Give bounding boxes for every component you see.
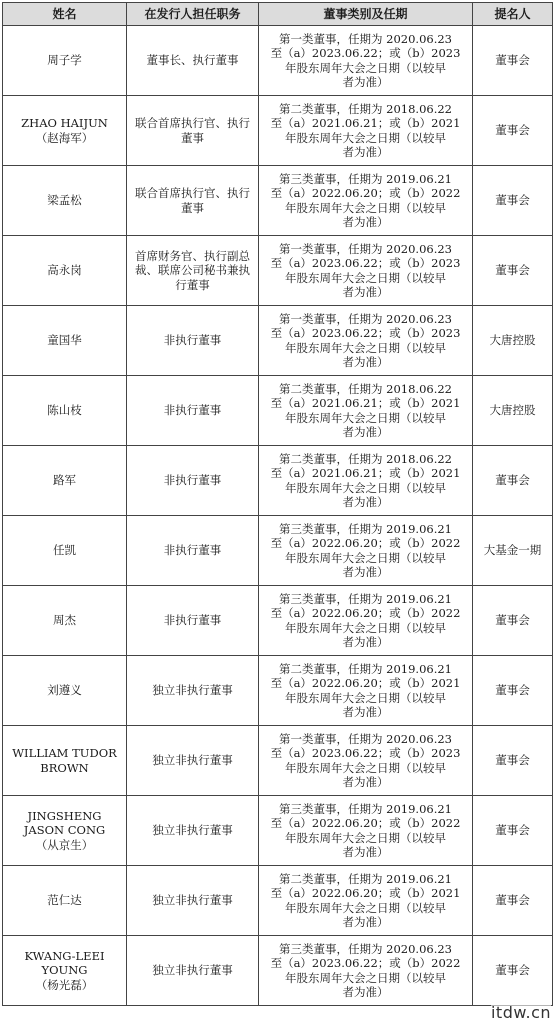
header-name: 姓名 <box>3 3 127 26</box>
term-line: 年股东周年大会之日期（以较早 <box>285 340 446 355</box>
cell-nominator: 董事会 <box>473 936 553 1006</box>
term-line: 第二类董事，任期为 2019.06.21 <box>279 871 452 886</box>
term-line: 第二类董事，任期为 2018.06.22 <box>279 451 452 466</box>
table-row <box>3 166 553 236</box>
term-line: 第三类董事，任期为 2020.06.23 <box>279 941 452 956</box>
term-line: 者为准） <box>342 845 389 859</box>
cell-name <box>3 656 127 726</box>
name-line: YOUNG <box>41 963 88 978</box>
cell-term <box>259 306 473 376</box>
cell-term <box>259 236 473 306</box>
table-row <box>3 726 553 796</box>
name-line: 周杰 <box>53 613 76 628</box>
term-line: 年股东周年大会之日期（以较早 <box>285 830 446 845</box>
term-line: 第三类董事，任期为 2019.06.21 <box>279 801 452 816</box>
cell-nominator: 董事会 <box>473 96 553 166</box>
term-line: 第二类董事，任期为 2019.06.21 <box>279 661 452 676</box>
cell-nominator: 董事会 <box>473 446 553 516</box>
cell-term <box>259 726 473 796</box>
header-term: 董事类别及任期 <box>259 3 473 26</box>
name-line: WILLIAM TUDOR <box>12 746 117 760</box>
cell-name <box>3 866 127 936</box>
cell-term <box>259 796 473 866</box>
term-line: 至（a）2021.06.21；或（b）2021 <box>270 396 461 410</box>
term-line: 者为准） <box>342 565 389 579</box>
cell-name <box>3 586 127 656</box>
term-line: 至（a）2023.06.22；或（b）2023 <box>270 256 461 270</box>
name-line: ZHAO HAIJUN <box>21 116 108 130</box>
cell-name <box>3 516 127 586</box>
cell-position: 非执行董事 <box>127 446 259 516</box>
cell-position: 联合首席执行官、执行董事 <box>127 96 259 166</box>
cell-position: 独立非执行董事 <box>127 796 259 866</box>
term-line: 者为准） <box>342 285 389 299</box>
term-line: 第二类董事，任期为 2018.06.22 <box>279 101 452 116</box>
cell-nominator: 大唐控股 <box>473 376 553 446</box>
term-line: 至（a）2022.06.20；或（b）2022 <box>270 816 461 830</box>
cell-nominator: 大基金一期 <box>473 516 553 586</box>
term-line: 至（a）2023.06.22；或（b）2023 <box>270 46 461 60</box>
name-line: 梁孟松 <box>47 193 82 208</box>
cell-term <box>259 96 473 166</box>
table-row <box>3 96 553 166</box>
term-line: 第一类董事，任期为 2020.06.23 <box>279 311 452 326</box>
cell-term <box>259 866 473 936</box>
term-line: 至（a）2022.06.20；或（b）2021 <box>270 676 461 690</box>
term-line: 年股东周年大会之日期（以较早 <box>285 200 446 215</box>
cell-nominator: 董事会 <box>473 166 553 236</box>
table-row <box>3 936 553 1006</box>
name-line: BROWN <box>40 760 89 775</box>
cell-nominator: 董事会 <box>473 236 553 306</box>
cell-name <box>3 166 127 236</box>
term-line: 第三类董事，任期为 2019.06.21 <box>279 171 452 186</box>
cell-position: 联合首席执行官、执行董事 <box>127 166 259 236</box>
table-row <box>3 306 553 376</box>
term-line: 至（a）2022.06.20；或（b）2022 <box>270 186 461 200</box>
cell-position: 非执行董事 <box>127 516 259 586</box>
cell-name <box>3 96 127 166</box>
cell-name <box>3 726 127 796</box>
cell-nominator: 董事会 <box>473 656 553 726</box>
term-line: 年股东周年大会之日期（以较早 <box>285 900 446 915</box>
name-line: 路军 <box>53 473 76 488</box>
cell-position: 独立非执行董事 <box>127 726 259 796</box>
term-line: 年股东周年大会之日期（以较早 <box>285 690 446 705</box>
header-row <box>3 3 553 26</box>
cell-name <box>3 936 127 1006</box>
term-line: 者为准） <box>342 145 389 159</box>
term-line: 至（a）2022.06.20；或（b）2021 <box>270 886 461 900</box>
term-line: 第三类董事，任期为 2019.06.21 <box>279 521 452 536</box>
term-line: 至（a）2022.06.20；或（b）2022 <box>270 606 461 620</box>
name-line: （赵海军） <box>35 130 94 145</box>
cell-position: 独立非执行董事 <box>127 936 259 1006</box>
cell-name <box>3 376 127 446</box>
name-line: 任凯 <box>53 543 76 558</box>
term-line: 者为准） <box>342 355 389 369</box>
cell-nominator: 董事会 <box>473 726 553 796</box>
term-line: 第一类董事，任期为 2020.06.23 <box>279 31 452 46</box>
term-line: 者为准） <box>342 705 389 719</box>
term-line: 至（a）2021.06.21；或（b）2021 <box>270 116 461 130</box>
table-row <box>3 236 553 306</box>
cell-term <box>259 586 473 656</box>
cell-name <box>3 236 127 306</box>
name-line: 刘遵义 <box>47 683 82 698</box>
term-line: 年股东周年大会之日期（以较早 <box>285 270 446 285</box>
term-line: 年股东周年大会之日期（以较早 <box>285 550 446 565</box>
cell-name <box>3 306 127 376</box>
name-line: JASON CONG <box>23 823 106 838</box>
watermark-text: itdw.cn <box>490 1003 551 1022</box>
table-body <box>3 26 553 1006</box>
table-row <box>3 376 553 446</box>
cell-name <box>3 26 127 96</box>
term-line: 年股东周年大会之日期（以较早 <box>285 970 446 985</box>
cell-position: 独立非执行董事 <box>127 656 259 726</box>
term-line: 至（a）2021.06.21；或（b）2021 <box>270 466 461 480</box>
table-row <box>3 866 553 936</box>
cell-term <box>259 26 473 96</box>
directors-table <box>2 2 553 1006</box>
cell-position: 非执行董事 <box>127 306 259 376</box>
header-nominator: 提名人 <box>473 3 553 26</box>
term-line: 者为准） <box>342 915 389 929</box>
cell-term <box>259 516 473 586</box>
table-row <box>3 796 553 866</box>
name-line: 范仁达 <box>47 893 82 908</box>
term-line: 至（a）2023.06.22；或（b）2022 <box>270 956 461 970</box>
term-line: 第二类董事，任期为 2018.06.22 <box>279 381 452 396</box>
table-header <box>3 3 553 26</box>
term-line: 年股东周年大会之日期（以较早 <box>285 620 446 635</box>
table-row <box>3 586 553 656</box>
cell-nominator: 大唐控股 <box>473 306 553 376</box>
term-line: 者为准） <box>342 75 389 89</box>
term-line: 年股东周年大会之日期（以较早 <box>285 480 446 495</box>
term-line: 者为准） <box>342 495 389 509</box>
term-line: 至（a）2022.06.20；或（b）2022 <box>270 536 461 550</box>
term-line: 者为准） <box>342 775 389 789</box>
cell-position: 独立非执行董事 <box>127 866 259 936</box>
cell-position: 非执行董事 <box>127 376 259 446</box>
term-line: 至（a）2023.06.22；或（b）2023 <box>270 746 461 760</box>
term-line: 年股东周年大会之日期（以较早 <box>285 760 446 775</box>
name-line: （杨光磊） <box>35 977 94 992</box>
cell-nominator: 董事会 <box>473 796 553 866</box>
term-line: 者为准） <box>342 985 389 999</box>
name-line: KWANG-LEEI <box>24 948 105 963</box>
cell-term <box>259 936 473 1006</box>
cell-position: 首席财务官、执行副总裁、联席公司秘书兼执行董事 <box>127 236 259 306</box>
term-line: 第一类董事，任期为 2020.06.23 <box>279 241 452 256</box>
cell-position: 董事长、执行董事 <box>127 26 259 96</box>
name-line: （从京生） <box>35 837 94 852</box>
cell-name <box>3 796 127 866</box>
cell-term <box>259 166 473 236</box>
term-line: 者为准） <box>342 215 389 229</box>
term-line: 年股东周年大会之日期（以较早 <box>285 410 446 425</box>
cell-nominator: 董事会 <box>473 586 553 656</box>
table-row <box>3 656 553 726</box>
term-line: 者为准） <box>342 425 389 439</box>
name-line: 童国华 <box>47 333 82 348</box>
header-position: 在发行人担任职务 <box>127 3 259 26</box>
cell-nominator: 董事会 <box>473 866 553 936</box>
table-row <box>3 26 553 96</box>
name-line: 陈山枝 <box>47 403 82 418</box>
cell-name <box>3 446 127 516</box>
cell-term <box>259 446 473 516</box>
cell-term <box>259 656 473 726</box>
term-line: 年股东周年大会之日期（以较早 <box>285 130 446 145</box>
name-line: 周子学 <box>47 53 82 68</box>
name-line: 高永岗 <box>47 263 82 278</box>
term-line: 者为准） <box>342 635 389 649</box>
table-row <box>3 446 553 516</box>
term-line: 至（a）2023.06.22；或（b）2023 <box>270 326 461 340</box>
cell-term <box>259 376 473 446</box>
term-line: 第一类董事，任期为 2020.06.23 <box>279 731 452 746</box>
table-row <box>3 516 553 586</box>
cell-position: 非执行董事 <box>127 586 259 656</box>
term-line: 第三类董事，任期为 2019.06.21 <box>279 591 452 606</box>
term-line: 年股东周年大会之日期（以较早 <box>285 60 446 75</box>
name-line: JINGSHENG <box>27 808 102 823</box>
cell-nominator: 董事会 <box>473 26 553 96</box>
